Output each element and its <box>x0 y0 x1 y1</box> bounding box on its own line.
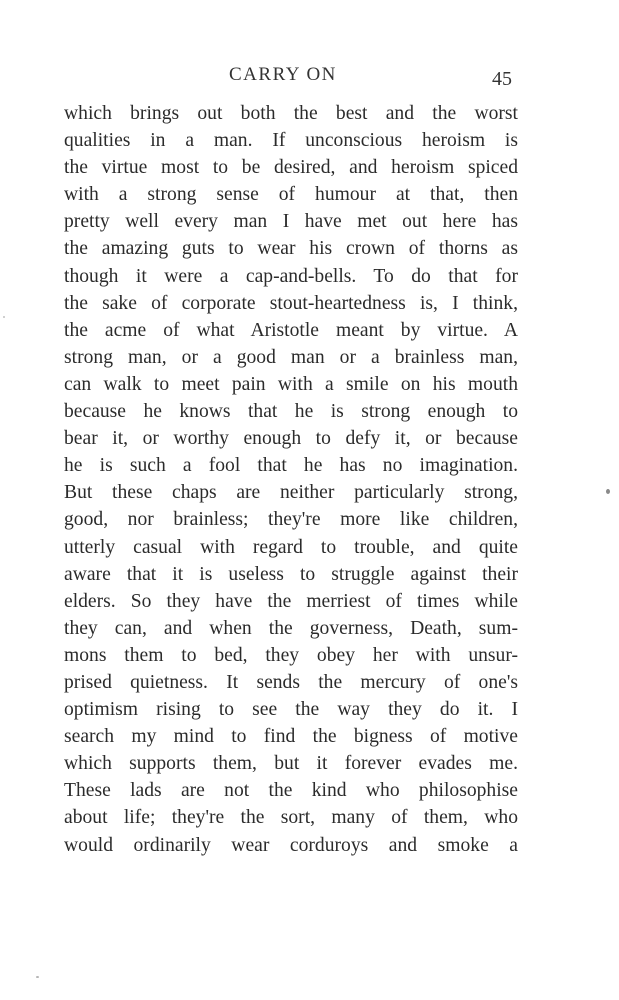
text-line: aware that it is useless to struggle against their <box>64 563 518 585</box>
text-line: which brings out both the best and the worst <box>64 103 518 124</box>
text-line: with a strong sense of humour at that, then <box>64 184 518 206</box>
text-line: But these chaps are neither particularly strong, <box>64 482 518 504</box>
text-line: though it were a cap-and-bells. To do that for <box>64 265 518 287</box>
paper-speck <box>36 976 39 978</box>
text-line: about life; they're the sort, many of them, who <box>64 807 518 829</box>
text-line: the acme of what Aristotle meant by virtue. A <box>64 319 518 341</box>
text-line: bear it, or worthy enough to defy it, or because <box>64 428 518 450</box>
text-line: qualities in a man. If unconscious heroism is <box>64 130 518 152</box>
running-title: CARRY ON <box>229 64 337 85</box>
text-line: would ordinarily wear corduroys and smoke a <box>64 834 518 856</box>
text-line: search my mind to find the bigness of motive <box>64 726 518 748</box>
text-line: because he knows that he is strong enough to <box>64 401 518 423</box>
page-number: 45 <box>492 68 512 90</box>
running-head <box>0 64 619 94</box>
text-line: he is such a fool that he has no imagination. <box>64 455 518 477</box>
text-line: pretty well every man I have met out here has <box>64 211 518 233</box>
text-line: optimism rising to see the way they do it. I <box>64 699 518 721</box>
text-line: which supports them, but it forever evades me. <box>64 753 518 775</box>
text-line: the amazing guts to wear his crown of thorns as <box>64 238 518 260</box>
text-line: These lads are not the kind who philosophise <box>64 780 518 802</box>
paper-speck <box>3 316 5 318</box>
text-line: elders. So they have the merriest of times while <box>64 590 518 612</box>
text-line: prised quietness. It sends the mercury of one's <box>64 671 518 693</box>
paper-speck <box>606 489 610 494</box>
text-line: mons them to bed, they obey her with unsur- <box>64 644 518 666</box>
body-text <box>64 100 518 859</box>
text-line: the sake of corporate stout-heartedness is, I think, <box>64 292 518 314</box>
text-line: utterly casual with regard to trouble, and quite <box>64 536 518 558</box>
text-line: good, nor brainless; they're more like children, <box>64 509 518 531</box>
text-line: strong man, or a good man or a brainless man, <box>64 346 518 368</box>
text-line: they can, and when the governess, Death, sum- <box>64 617 518 639</box>
text-line: the virtue most to be desired, and heroism spiced <box>64 157 518 179</box>
text-line: can walk to meet pain with a smile on his mouth <box>64 373 518 395</box>
